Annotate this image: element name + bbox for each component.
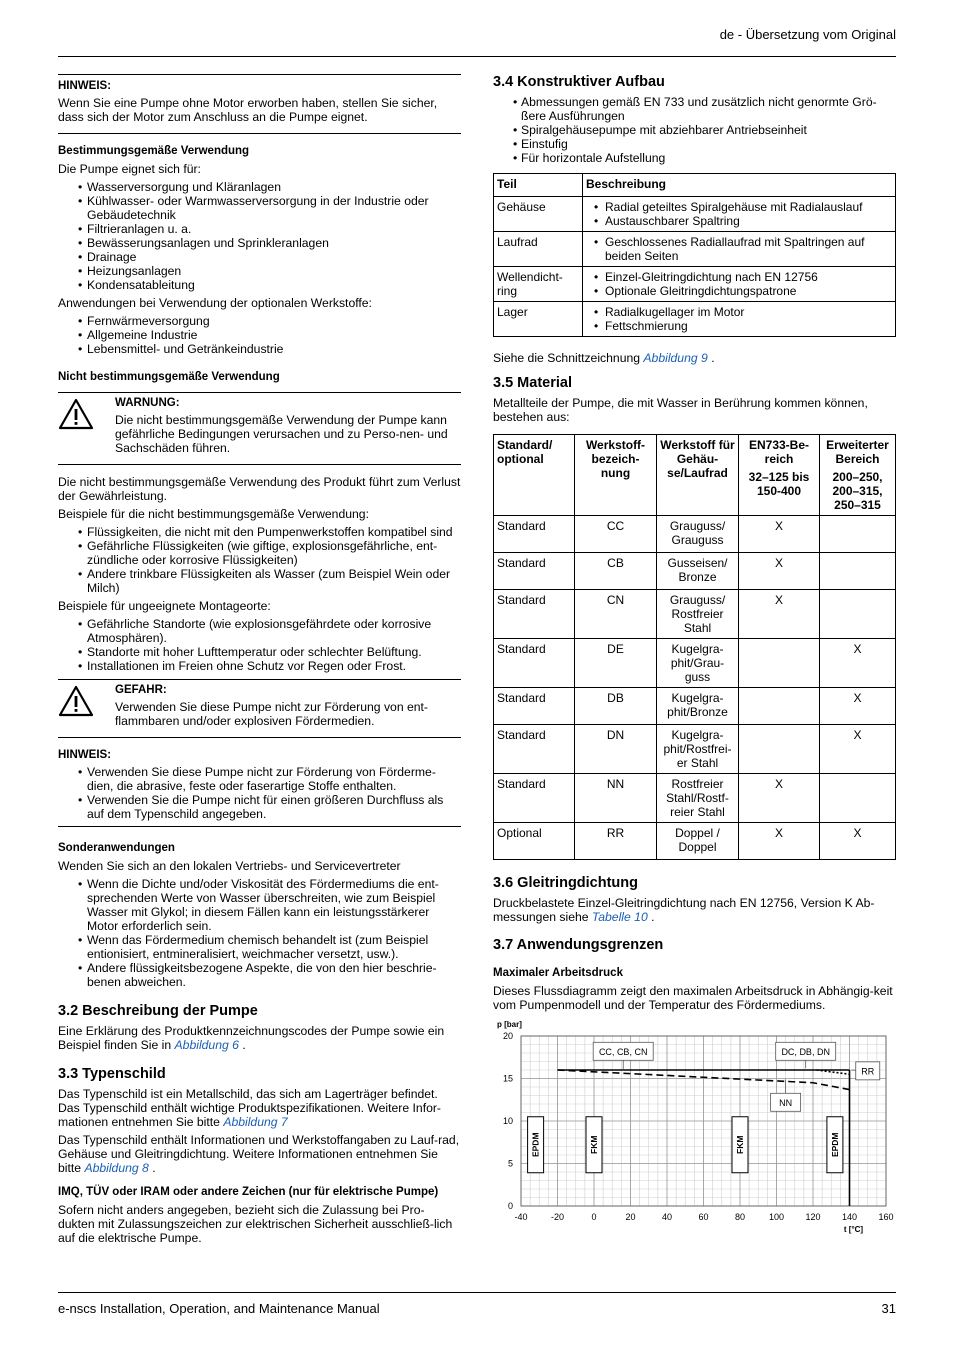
- table-cell: CC: [575, 516, 657, 553]
- table-cell: [820, 553, 896, 590]
- header-rule: [58, 56, 896, 57]
- figure-9-link[interactable]: Abbildung 9: [643, 351, 708, 365]
- list-item: • Flüssigkeiten, die nicht mit den Pumpenwerkstoffen kompatibel sind: [58, 525, 461, 539]
- table-cell: Grauguss/ Grauguss: [657, 516, 739, 553]
- header-right: de - Übersetzung vom Original: [719, 27, 896, 42]
- section-3-3-p1: Das Typenschild ist ein Metallschild, das sich am Lagerträger befindet. Das Typenschild enthält wichtige Produktspezifikationen. Weitere Infor-mationen entnehmen Sie bitte Abbildung 7: [58, 1087, 441, 1129]
- seal-zone-label: FKM: [589, 1135, 599, 1154]
- footer-title: e-nscs Installation, Operation, and Maintenance Manual: [58, 1301, 380, 1316]
- x-tick-label: 0: [591, 1212, 597, 1222]
- callout-label: CC, CB, CN: [598, 1046, 648, 1057]
- table-row: [494, 267, 896, 302]
- list-item: • Radialkugellager im Motor: [586, 305, 892, 319]
- table-row: [494, 302, 896, 337]
- table-cell: X: [739, 774, 820, 823]
- y-tick-label: 10: [502, 1116, 513, 1126]
- list-item: • Für horizontale Aufstellung: [493, 151, 896, 165]
- list-item: • Filtrieranlagen u. a.: [58, 222, 461, 236]
- seal-zone-label: EPDM: [530, 1132, 541, 1158]
- danger-box: [58, 679, 461, 738]
- list-item: • Wenn das Fördermedium chemisch behandelt ist (zum Beispiel entionisiert, entmineralisiert, weichmacher versetzt, usw.).: [58, 933, 461, 961]
- list-item: • Heizungsanlagen: [58, 264, 461, 278]
- table-cell: X: [739, 516, 820, 553]
- table-row: [494, 590, 896, 639]
- note-label: HINWEIS:: [58, 80, 112, 92]
- danger-label: GEFAHR:: [115, 684, 167, 696]
- improper-p3: Beispiele für ungeeignete Montageorte:: [58, 599, 271, 613]
- table-header: Teil: [494, 174, 583, 197]
- table-row: [494, 232, 896, 267]
- section-3-7-title: 3.7 Anwendungsgrenzen: [493, 937, 664, 953]
- list-item: • Lebensmittel- und Getränkeindustrie: [58, 342, 461, 356]
- intended-use-heading: Bestimmungsgemäße Verwendung: [58, 145, 250, 157]
- y-axis-label: p [bar]: [497, 1020, 522, 1029]
- table-cell: X: [739, 553, 820, 590]
- table-cell: Wellendicht-ring: [494, 267, 583, 302]
- table-cell: DN: [575, 725, 657, 774]
- imq-heading: IMQ, TÜV oder IRAM oder andere Zeichen (nur für elektrische Pumpe): [58, 1186, 439, 1198]
- improper-p2: Beispiele für die nicht bestimmungsgemäße Verwendung:: [58, 507, 369, 521]
- left-column: [58, 74, 461, 1249]
- table-cell: X: [820, 725, 896, 774]
- callout-label: NN: [779, 1097, 793, 1108]
- figure-6-link[interactable]: Abbildung 6: [174, 1038, 239, 1052]
- table-cell: X: [739, 823, 820, 860]
- list-item: • Standorte mit hoher Lufttemperatur oder schlechter Belüftung.: [58, 645, 461, 659]
- table-row: [494, 516, 896, 553]
- table-cell: CN: [575, 590, 657, 639]
- table-cell: Standard: [494, 774, 575, 823]
- table-header: Standard/ optional: [494, 435, 575, 516]
- construction-list: [493, 95, 896, 165]
- table-cell: [739, 725, 820, 774]
- x-tick-label: -20: [550, 1212, 565, 1222]
- material-table: [493, 434, 896, 860]
- list-item: • Wenn die Dichte und/oder Viskosität des Fördermediums die ent-sprechenden Werte von Wasser überschreiten, wie zum Beispiel Wasser mit Glykol; in diesem Fällen kann ein leistungsstärkerer Motor erforderlich sein.: [58, 877, 461, 933]
- callout-label: RR: [861, 1066, 875, 1077]
- table-cell: Kugelgra-phit/Rostfrei-er Stahl: [657, 725, 739, 774]
- list-item: • Verwenden Sie die Pumpe nicht für einen größeren Durchfluss als auf dem Typenschild angegeben.: [58, 793, 461, 821]
- x-tick-label: 120: [805, 1212, 821, 1222]
- section-3-6-title: 3.6 Gleitringdichtung: [493, 875, 639, 891]
- callout-label: DC, DB, DN: [781, 1046, 830, 1057]
- imq-text: Sofern nicht anders angegeben, bezieht sich die Zulassung bei Pro-dukten mit Zulassungszeichen zur elektrischen Sicherheit ausschließ-lich auf die elektrische Pumpe.: [58, 1203, 453, 1245]
- table-cell: Standard: [494, 725, 575, 774]
- y-tick-label: 20: [502, 1031, 513, 1041]
- section-view-ref: Siehe die Schnittzeichnung Abbildung 9 .: [493, 351, 715, 365]
- y-tick-label: 0: [507, 1201, 513, 1211]
- list-item: • Kühlwasser- oder Warmwasserversorgung in der Industrie oder Gebäudetechnik: [58, 194, 461, 222]
- list-item: • Kondensatableitung: [58, 278, 461, 292]
- table-cell: Rostfreier Stahl/Rostf-reier Stahl: [657, 774, 739, 823]
- pressure-temperature-chart: [493, 1016, 896, 1245]
- table-cell: X: [820, 688, 896, 725]
- table-cell: Gehäuse: [494, 197, 583, 232]
- warning-triangle-icon: [58, 683, 115, 732]
- warning-box: [58, 392, 461, 465]
- table-cell: X: [820, 639, 896, 688]
- table-cell: X: [820, 823, 896, 860]
- list-item: • Wasserversorgung und Kläranlagen: [58, 180, 461, 194]
- seal-text: Druckbelastete Einzel-Gleitringdichtung nach EN 12756, Version K Ab-messungen siehe Tabelle 10 .: [493, 896, 875, 924]
- list-item: • Fernwärmeversorgung: [58, 314, 461, 328]
- table-cell: CB: [575, 553, 657, 590]
- page-number: 31: [881, 1301, 896, 1316]
- table-cell: [739, 688, 820, 725]
- table-cell: Optional: [494, 823, 575, 860]
- warning-text: Die nicht bestimmungsgemäße Verwendung der Pumpe kann gefährliche Bedingungen verursachen und zu Perso-nen- und Sachschäden führen.: [115, 413, 448, 455]
- table-row: [494, 197, 896, 232]
- note-text: Wenn Sie eine Pumpe ohne Motor erworben haben, stellen Sie sicher, dass sich der Motor zum Anschluss an die Pumpe eignet.: [58, 96, 438, 124]
- warning-label: WARNUNG:: [115, 397, 180, 409]
- seal-zone-label: FKM: [735, 1135, 745, 1154]
- list-item: • Fettschmierung: [586, 319, 892, 333]
- right-column: [493, 74, 896, 1245]
- table-header: Beschreibung: [583, 174, 896, 197]
- special-intro: Wenden Sie sich an den lokalen Vertriebs- und Servicevertreter: [58, 859, 401, 873]
- figure-7-link[interactable]: Abbildung 7: [223, 1115, 288, 1129]
- table-row: [494, 823, 896, 860]
- list-item: • Verwenden Sie diese Pumpe nicht zur Förderung von Förderme-dien, die abrasive, feste oder faserartige Stoffe enthalten.: [58, 765, 461, 793]
- figure-8-link[interactable]: Abbildung 8: [84, 1161, 149, 1175]
- section-3-4-title: 3.4 Konstruktiver Aufbau: [493, 74, 665, 90]
- section-3-2-text: Eine Erklärung des Produktkennzeichnungscodes der Pumpe sowie ein Beispiel finden Sie in Abbildung 6 .: [58, 1024, 445, 1052]
- note-list: [58, 765, 461, 821]
- x-tick-label: 140: [841, 1212, 858, 1222]
- chart-svg: [493, 1016, 896, 1242]
- list-item: • Drainage: [58, 250, 461, 264]
- table-cell: Standard: [494, 516, 575, 553]
- x-axis-label: t [°C]: [843, 1225, 864, 1234]
- table-cell: DB: [575, 688, 657, 725]
- x-tick-label: 100: [768, 1212, 785, 1222]
- table-header: Werkstoff für Gehäu-se/Laufrad: [657, 435, 739, 516]
- table-cell: Laufrad: [494, 232, 583, 267]
- table-cell: Standard: [494, 639, 575, 688]
- x-tick-label: -40: [514, 1212, 528, 1222]
- table-cell: Standard: [494, 590, 575, 639]
- note-box-2: [58, 748, 461, 827]
- table-cell: [739, 639, 820, 688]
- optional-materials-intro: Anwendungen bei Verwendung der optionalen Werkstoffe:: [58, 296, 372, 310]
- table-cell: Standard: [494, 688, 575, 725]
- x-tick-label: 80: [734, 1212, 746, 1222]
- table-cell: Kugelgra-phit/Bronze: [657, 688, 739, 725]
- construction-table: [493, 173, 896, 337]
- y-tick-label: 5: [507, 1158, 513, 1169]
- table-cell: Lager: [494, 302, 583, 337]
- list-item: • Spiralgehäusepumpe mit abziehbarer Antriebseinheit: [493, 123, 896, 137]
- list-item: • Installationen im Freien ohne Schutz vor Regen oder Frost.: [58, 659, 461, 673]
- table-cell: Doppel / Doppel: [657, 823, 739, 860]
- table-cell: [820, 590, 896, 639]
- x-tick-label: 20: [625, 1212, 636, 1222]
- table-row: [494, 774, 896, 823]
- table-cell: Standard: [494, 553, 575, 590]
- section-3-3-title: 3.3 Typenschild: [58, 1066, 166, 1082]
- list-item: • Abmessungen gemäß EN 733 und zusätzlich nicht genormte Grö-ßere Ausführungen: [493, 95, 896, 123]
- list-item: • Einzel-Gleitringdichtung nach EN 12756: [586, 270, 892, 284]
- list-item: • Radial geteiltes Spiralgehäuse mit Radialauslauf: [586, 200, 892, 214]
- seal-zone-label: EPDM: [829, 1132, 840, 1158]
- y-tick-label: 15: [502, 1073, 513, 1084]
- section-3-2-title: 3.2 Beschreibung der Pumpe: [58, 1003, 258, 1019]
- intended-use-intro: Die Pumpe eignet sich für:: [58, 162, 201, 176]
- table-10-link[interactable]: Tabelle 10: [591, 910, 648, 924]
- table-cell: DE: [575, 639, 657, 688]
- table-cell: [820, 774, 896, 823]
- table-row: [494, 725, 896, 774]
- list-item: • Geschlossenes Radiallaufrad mit Spaltringen auf beiden Seiten: [586, 235, 892, 263]
- list-item: • Andere flüssigkeitsbezogene Aspekte, die von den hier beschrie-benen abweichen.: [58, 961, 461, 989]
- note-label: HINWEIS:: [58, 749, 112, 761]
- list-item: • Optionale Gleitringdichtungspatrone: [586, 284, 892, 298]
- list-item: • Gefährliche Standorte (wie explosionsgefährdete oder korrosive Atmosphären).: [58, 617, 461, 645]
- improper-locations-list: [58, 617, 461, 673]
- section-3-3-p2: Das Typenschild enthält Informationen und Werkstoffangaben zu Lauf-rad, Gehäuse und Gleitringdichtung. Weitere Informationen entnehmen Sie bitte Abbildung 8 .: [58, 1133, 460, 1175]
- note-box: [58, 74, 461, 134]
- table-header: EN733-Be-reich 32–125 bis 150-400: [739, 435, 820, 516]
- table-cell: Kugelgra-phit/Grau-guss: [657, 639, 739, 688]
- x-tick-label: 160: [878, 1212, 894, 1222]
- table-cell: RR: [575, 823, 657, 860]
- table-row: [494, 639, 896, 688]
- material-text: Metallteile der Pumpe, die mit Wasser in Berührung kommen können, bestehen aus:: [493, 396, 868, 424]
- list-item: • Andere trinkbare Flüssigkeiten als Wasser (zum Beispiel Wein oder Milch): [58, 567, 461, 595]
- table-cell: Gusseisen/ Bronze: [657, 553, 739, 590]
- table-cell: X: [739, 590, 820, 639]
- table-header: Werkstoff-bezeich-nung: [575, 435, 657, 516]
- improper-use-heading: Nicht bestimmungsgemäße Verwendung: [58, 371, 280, 383]
- list-item: • Bewässerungsanlagen und Sprinkleranlagen: [58, 236, 461, 250]
- list-item: • Einstufig: [493, 137, 896, 151]
- max-pressure-text: Dieses Flussdiagramm zeigt den maximalen Arbeitsdruck in Abhängig-keit vom Pumpenmodell und der Temperatur des Fördermediums.: [493, 984, 893, 1012]
- x-tick-label: 40: [661, 1212, 673, 1222]
- list-item: • Gefährliche Flüssigkeiten (wie giftige, explosionsgefährliche, ent-zündliche oder korrosive Flüssigkeiten): [58, 539, 461, 567]
- section-3-5-title: 3.5 Material: [493, 375, 572, 391]
- table-header: Erweiterter Bereich 200–250, 200–315, 250–315: [820, 435, 896, 516]
- table-row: [494, 688, 896, 725]
- list-item: • Allgemeine Industrie: [58, 328, 461, 342]
- danger-text: Verwenden Sie diese Pumpe nicht zur Förderung von ent-flammbaren und/oder explosiven Fördermedien.: [115, 700, 428, 728]
- max-pressure-heading: Maximaler Arbeitsdruck: [493, 967, 623, 979]
- table-cell: NN: [575, 774, 657, 823]
- table-cell: [820, 516, 896, 553]
- improper-p1: Die nicht bestimmungsgemäße Verwendung des Produkt führt zum Verlust der Gewährleistung.: [58, 475, 461, 503]
- table-row: [494, 553, 896, 590]
- intended-use-list: [58, 180, 461, 292]
- special-list: [58, 877, 461, 989]
- improper-list: [58, 525, 461, 595]
- optional-materials-list: [58, 314, 461, 356]
- warning-triangle-icon: [58, 396, 115, 459]
- special-applications-heading: Sonderanwendungen: [58, 842, 175, 854]
- list-item: • Austauschbarer Spaltring: [586, 214, 892, 228]
- x-tick-label: 60: [698, 1212, 709, 1222]
- table-cell: Grauguss/ Rostfreier Stahl: [657, 590, 739, 639]
- footer-rule: [58, 1292, 896, 1293]
